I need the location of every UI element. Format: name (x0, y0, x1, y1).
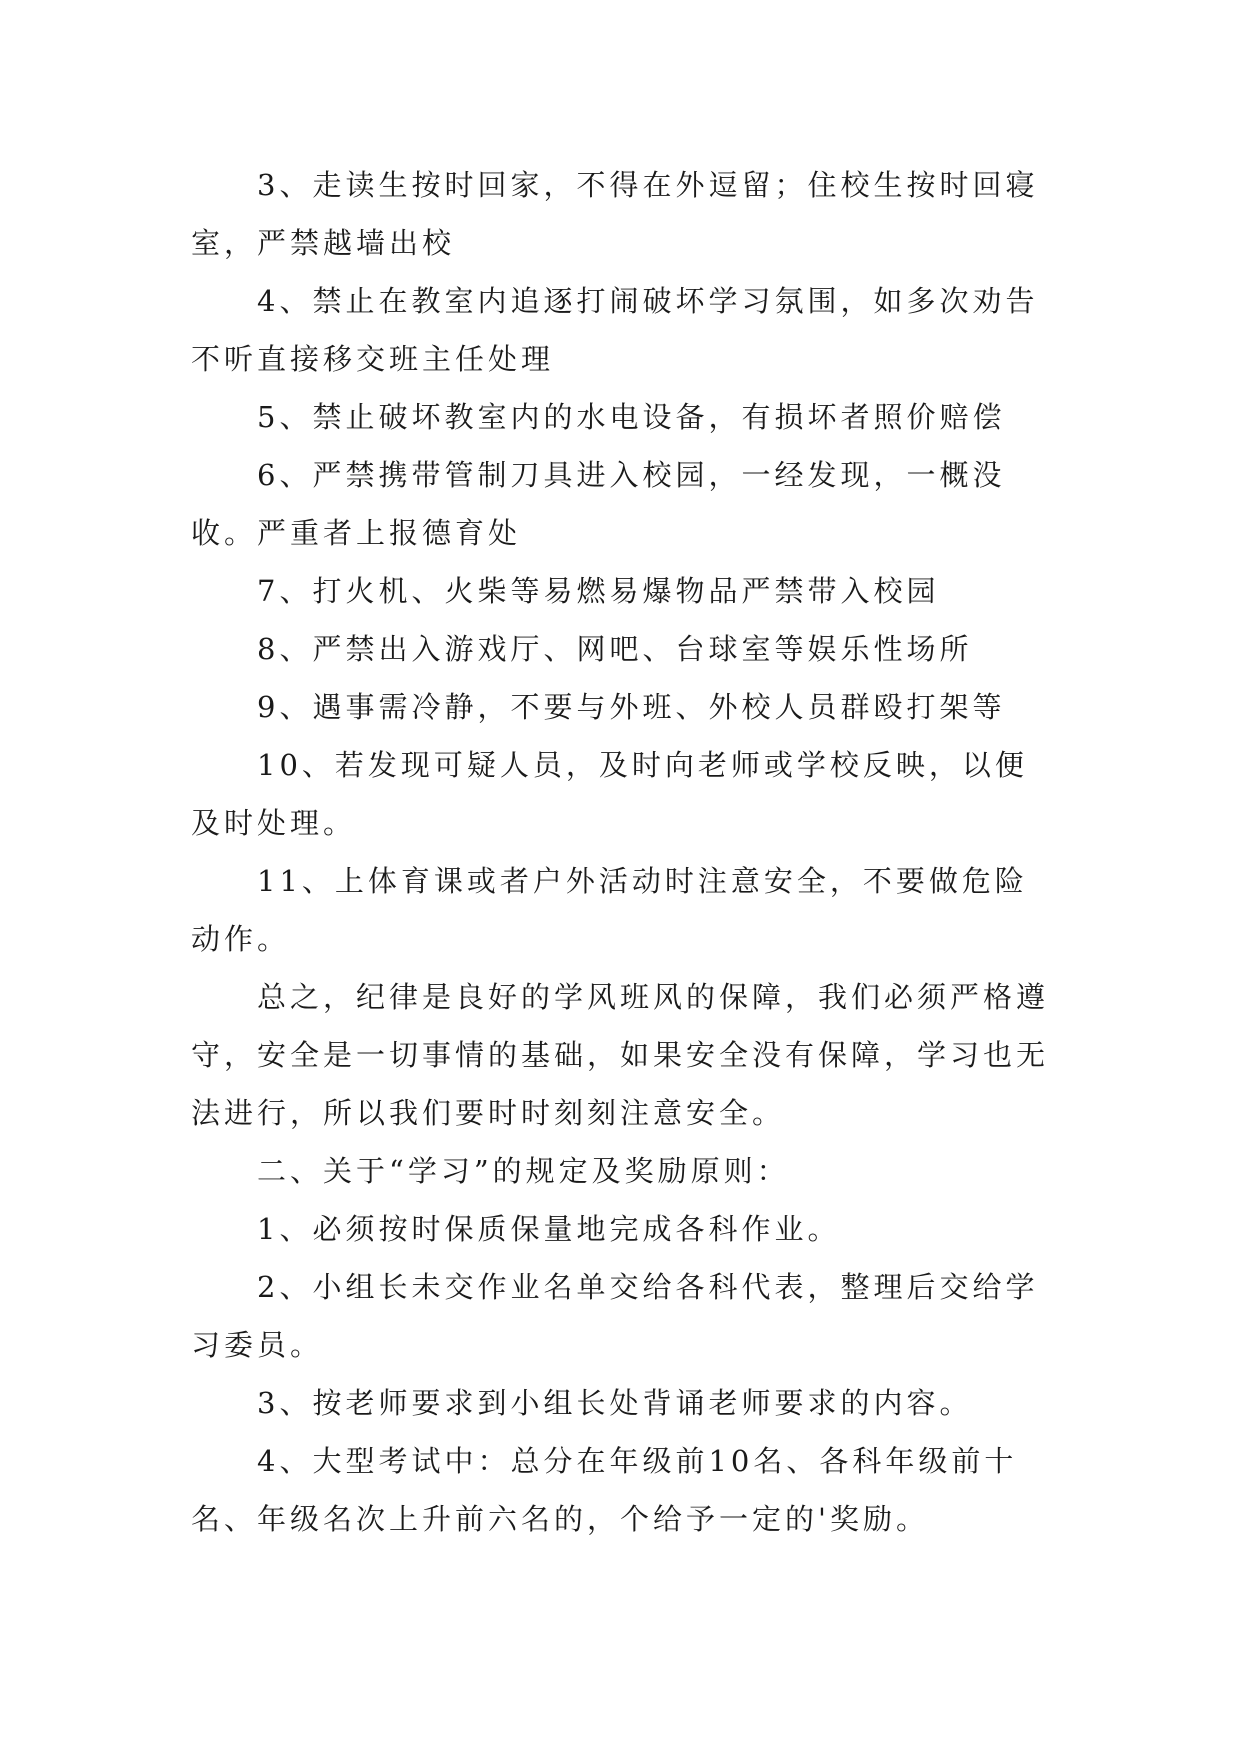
paragraph-summary: 总之，纪律是良好的学风班风的保障，我们必须严格遵守，安全是一切事情的基础，如果安全没有保障，学习也无法进行，所以我们要时时刻刻注意安全。 (191, 980, 1050, 1130)
paragraph-study-3-recite: 3、按老师要求到小组长处背诵老师要求的内容。 (257, 1386, 973, 1420)
paragraph-rule-7-flammables: 7、打火机、火柴等易燃易爆物品严禁带入校园 (257, 574, 940, 608)
paragraph-study-1-homework: 1、必须按时保质保量地完成各科作业。 (257, 1212, 841, 1246)
section-heading-study: 二、关于“学习”的规定及奖励原则： (257, 1154, 790, 1188)
paragraph-rule-11-pe-safety: 11、上体育课或者户外活动时注意安全，不要做危险动作。 (191, 864, 1028, 956)
paragraph-rule-5-equipment: 5、禁止破坏教室内的水电设备，有损坏者照价赔偿 (257, 400, 1006, 434)
paragraph-study-4-exam-reward: 4、大型考试中：总分在年级前10名、各科年级前十名、年级名次上升前六名的，个给予一定的'奖励。 (191, 1444, 1018, 1536)
paragraph-study-2-list: 2、小组长未交作业名单交给各科代表，整理后交给学习委员。 (191, 1270, 1039, 1362)
document-body (191, 156, 1051, 1548)
paragraph-rule-8-entertainment: 8、严禁出入游戏厅、网吧、台球室等娱乐性场所 (257, 632, 973, 666)
paragraph-rule-9-fighting: 9、遇事需冷静，不要与外班、外校人员群殴打架等 (257, 690, 1006, 724)
paragraph-rule-4-classroom: 4、禁止在教室内追逐打闹破坏学习氛围，如多次劝告不听直接移交班主任处理 (191, 284, 1039, 376)
paragraph-rule-3-dorm: 3、走读生按时回家，不得在外逗留；住校生按时回寝室，严禁越墙出校 (191, 168, 1039, 260)
paragraph-rule-6-knives: 6、严禁携带管制刀具进入校园，一经发现，一概没收。严重者上报德育处 (191, 458, 1006, 550)
paragraph-rule-10-suspicious: 10、若发现可疑人员，及时向老师或学校反映，以便及时处理。 (191, 748, 1028, 840)
